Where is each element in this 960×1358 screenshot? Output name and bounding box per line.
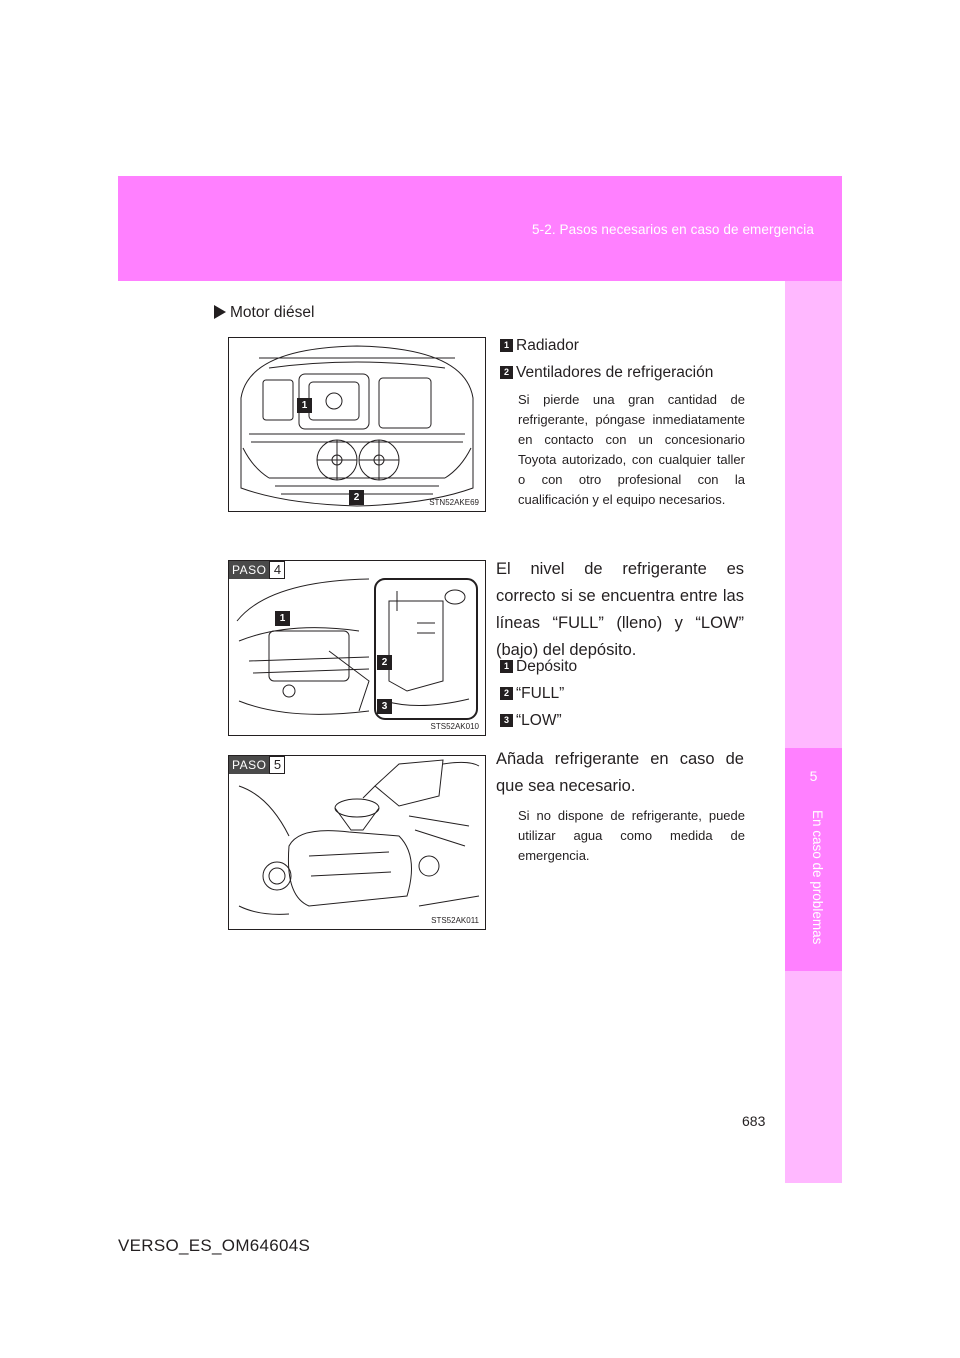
callout-2: 2 xyxy=(349,490,364,505)
step4-text: El nivel de refrigerante es correcto si se encuentra entre las líneas “FULL” (lleno) y “LOW” (bajo) del depósito. xyxy=(496,560,744,659)
step5-note: Si no dispone de refrigerante, puede utilizar agua como medida de emergencia. xyxy=(518,808,745,863)
legend-item xyxy=(500,359,748,386)
figure1-note: Si pierde una gran cantidad de refrigerante, póngase inmediatamente en contacto con un concesionario Toyota autorizado, con cualquier taller o con otro profesional con la cualificación y el equipo necesarios. xyxy=(518,392,745,507)
chapter-title: En caso de problemas xyxy=(810,810,825,945)
step5-text: Añada refrigerante en caso de que sea necesario. xyxy=(496,750,744,795)
figure-code: STS52AK011 xyxy=(431,916,479,925)
legend-number: 2 xyxy=(500,366,513,379)
reservoir-figure xyxy=(228,560,486,736)
legend-item xyxy=(500,707,748,734)
step-number: 5 xyxy=(269,756,285,774)
step-word: PASO xyxy=(229,756,269,774)
page-number: 683 xyxy=(742,1113,766,1129)
section-heading-text: Motor diésel xyxy=(230,304,315,321)
section-heading xyxy=(214,304,314,322)
callout-3: 3 xyxy=(377,699,392,714)
engine-bay-figure xyxy=(228,337,486,512)
callout-1: 1 xyxy=(297,398,312,413)
figure1-legend xyxy=(500,332,748,386)
step-number: 4 xyxy=(269,561,285,579)
legend-number: 2 xyxy=(500,687,513,700)
engine-bay-illustration xyxy=(229,338,485,511)
legend-item xyxy=(500,653,748,680)
side-tab xyxy=(785,281,842,1183)
legend-label: “FULL” xyxy=(516,684,565,702)
callout-1: 1 xyxy=(275,611,290,626)
reservoir-illustration xyxy=(229,561,485,735)
legend-label: Depósito xyxy=(516,657,578,675)
add-coolant-illustration xyxy=(229,756,485,929)
figure-code: STS52AK010 xyxy=(430,722,479,731)
legend-number: 1 xyxy=(500,339,513,352)
step-word: PASO xyxy=(229,561,269,579)
legend-number: 1 xyxy=(500,660,513,673)
legend-number: 3 xyxy=(500,714,513,727)
legend-label: Ventiladores de refrigeración xyxy=(516,363,714,381)
legend-item xyxy=(500,332,748,359)
callout-2: 2 xyxy=(377,655,392,670)
legend-label: “LOW” xyxy=(516,711,562,729)
footer-code: VERSO_ES_OM64604S xyxy=(118,1236,311,1255)
step-5-badge xyxy=(229,756,285,774)
figure-code: STN52AKE69 xyxy=(429,498,479,507)
chapter-number: 5 xyxy=(809,768,818,784)
legend-item xyxy=(500,680,748,707)
add-coolant-figure xyxy=(228,755,486,930)
triangle-bullet-icon xyxy=(214,305,226,319)
step-4-badge xyxy=(229,561,285,579)
legend-label: Radiador xyxy=(516,336,579,354)
step4-legend xyxy=(500,653,748,734)
section-title: 5-2. Pasos necesarios en caso de emergencia xyxy=(532,222,814,237)
